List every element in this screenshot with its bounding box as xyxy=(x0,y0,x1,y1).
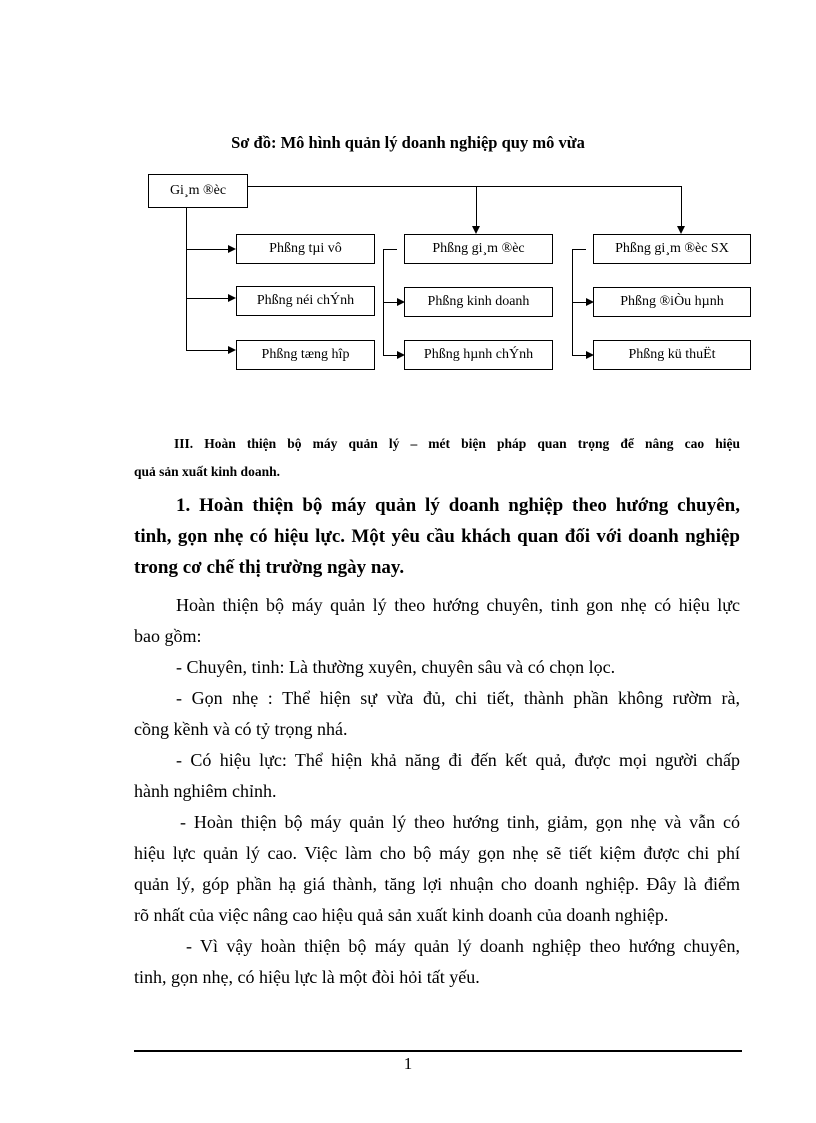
org-node-col1-2: Phßng néi chÝnh xyxy=(236,286,375,316)
text-line: rõ nhất của việc nâng cao hiệu quả sản xuất kinh doanh của doanh nghiệp. xyxy=(134,905,669,925)
connector xyxy=(186,350,228,351)
connector xyxy=(572,355,586,356)
connector xyxy=(572,249,586,250)
org-node-director: Gi¸m ®èc xyxy=(148,174,248,208)
subsection-heading-line: tinh, gọn nhẹ có hiệu lực. Một yêu cầu khách quan đối với doanh nghiệp xyxy=(134,526,740,547)
org-node-col3-1: Phßng gi¸m ®èc SX xyxy=(593,234,751,264)
text-line: Hoàn thiện bộ máy quản lý theo hướng chuyên, tinh gon nhẹ có hiệu lực xyxy=(176,595,740,615)
connector xyxy=(681,186,682,226)
connector xyxy=(476,186,477,226)
org-node-col3-2: Phßng ®iÒu hµnh xyxy=(593,287,751,317)
connector xyxy=(383,355,397,356)
connector xyxy=(572,302,586,303)
text-line: cồng kềnh và có tỷ trọng nhá. xyxy=(134,719,348,739)
arrow-right-icon xyxy=(228,294,236,302)
arrow-right-icon xyxy=(228,245,236,253)
section-heading-line: III. Hoàn thiện bộ máy quản lý – mét biện pháp quan trọng để nâng cao hiệu xyxy=(174,436,740,451)
section-heading-line: quả sản xuất kinh doanh. xyxy=(134,464,280,479)
arrow-down-icon xyxy=(472,226,480,234)
body-text xyxy=(134,590,740,993)
text-line: - Hoàn thiện bộ máy quản lý theo hướng tinh, giảm, gọn nhẹ và vẫn có xyxy=(180,812,740,832)
org-node-col2-3: Phßng hµnh chÝnh xyxy=(404,340,553,370)
org-node-col1-3: Phßng tæng hîp xyxy=(236,340,375,370)
text-line: hiệu lực quản lý cao. Việc làm cho bộ máy gọn nhẹ sẽ tiết kiệm được chi phí xyxy=(134,843,740,863)
subsection-heading xyxy=(134,490,740,583)
connector xyxy=(186,208,187,350)
paragraph xyxy=(134,745,740,807)
arrow-down-icon xyxy=(677,226,685,234)
paragraph xyxy=(134,807,740,931)
text-line: hành nghiêm chỉnh. xyxy=(134,781,277,801)
connector xyxy=(186,249,228,250)
paragraph xyxy=(134,683,740,745)
text-line: bao gồm: xyxy=(134,626,202,646)
org-node-col2-1: Phßng gi¸m ®èc xyxy=(404,234,553,264)
subsection-heading-line: 1. Hoàn thiện bộ máy quản lý doanh nghiệp theo hướng chuyên, xyxy=(176,495,740,516)
connector xyxy=(383,249,397,250)
connector xyxy=(383,302,397,303)
diagram-title: Sơ đồ: Mô hình quản lý doanh nghiệp quy mô vừa xyxy=(231,133,585,152)
page-number: 1 xyxy=(403,1054,413,1073)
org-chart xyxy=(0,0,816,400)
connector xyxy=(248,186,681,187)
text-line: - Gọn nhẹ : Thể hiện sự vừa đủ, chi tiết, thành phần không rườm rà, xyxy=(176,688,740,708)
org-node-col1-1: Phßng tµi vô xyxy=(236,234,375,264)
org-node-col3-3: Phßng kü thuËt xyxy=(593,340,751,370)
section-heading xyxy=(134,430,740,486)
paragraph xyxy=(134,590,740,652)
paragraph xyxy=(134,652,740,683)
paragraph xyxy=(134,931,740,993)
text-line: tinh, gọn nhẹ, có hiệu lực là một đòi hỏi tất yếu. xyxy=(134,967,480,987)
text-line: - Chuyên, tinh: Là thường xuyên, chuyên sâu và có chọn lọc. xyxy=(176,657,616,677)
footer-divider xyxy=(134,1050,742,1052)
subsection-heading-line: trong cơ chế thị trường ngày nay. xyxy=(134,557,405,578)
text-line: - Vì vậy hoàn thiện bộ máy quản lý doanh nghiệp theo hướng chuyên, xyxy=(186,936,740,956)
org-node-col2-2: Phßng kinh doanh xyxy=(404,287,553,317)
text-line: - Có hiệu lực: Thể hiện khả năng đi đến kết quả, được mọi người chấp xyxy=(176,750,740,770)
arrow-right-icon xyxy=(228,346,236,354)
text-line: quản lý, góp phần hạ giá thành, tăng lợi nhuận cho doanh nghiệp. Đây là điểm xyxy=(134,874,740,894)
connector xyxy=(186,298,228,299)
